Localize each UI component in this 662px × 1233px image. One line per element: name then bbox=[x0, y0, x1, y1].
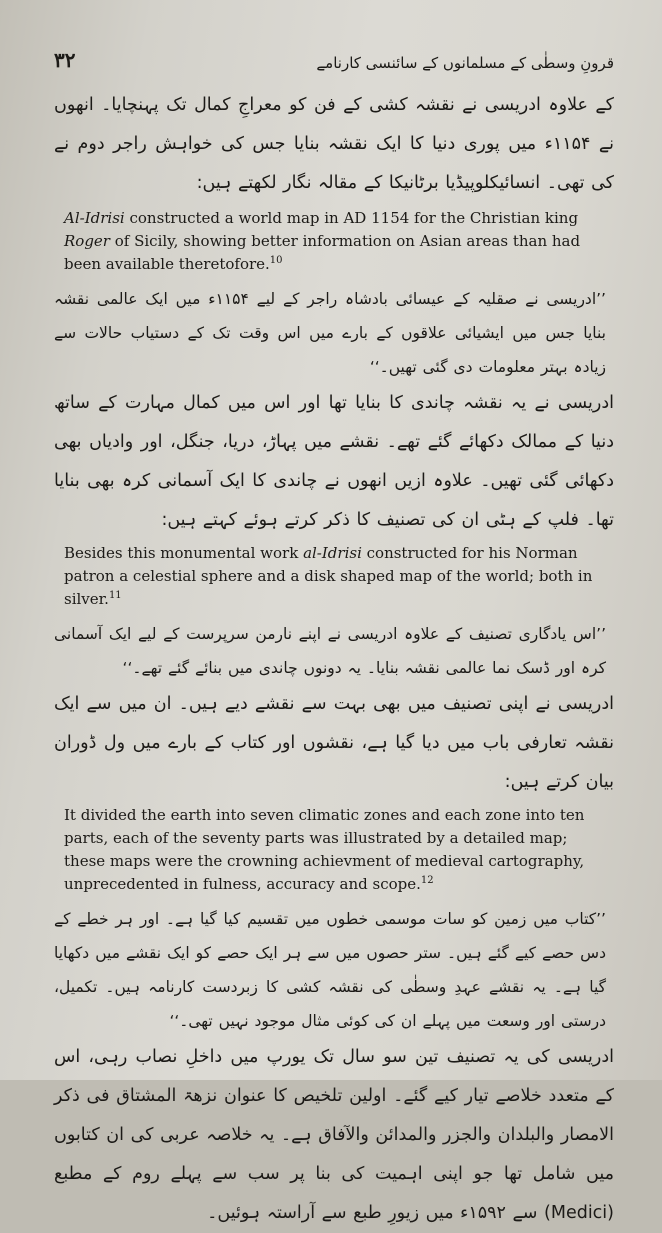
quote-durant bbox=[64, 804, 608, 896]
footnote-ref-10: 10 bbox=[269, 255, 283, 266]
paragraph-1: کے علاوہ ادریسی نے نقشہ کشی کے فن کو معراجِ کمال تک پہنچایا۔ انھوں نے ۱۱۵۴ء میں پوری دنیا کا ایک نقشہ بنایا جس کی خواہش راجر دوم نے کی تھی۔ انسائیکلوپیڈیا برٹانیکا کے مقالہ نگار لکھتے ہیں: bbox=[54, 95, 615, 193]
page-number: ۳۲ bbox=[54, 48, 76, 72]
quote-name-idrisi: al-Idrisi bbox=[303, 544, 362, 562]
translation-1: ’’ادریسی نے صقلیہ کے عیسائی بادشاہ راجر کے لیے ۱۱۵۴ء میں ایک عالمی نقشہ بنایا جس میں ایشیائی علاقوں کے بارے میں اس وقت تک کے دستیاب حالات سے زیادہ بہتر معلومات دی گئی تھیں۔‘‘ bbox=[54, 290, 606, 376]
quote-text-part1: Besides this monumental work bbox=[64, 544, 304, 562]
quote-text: It divided the earth into seven climatic zones and each zone into ten parts, each of the seventy parts was illustrated by a detailed map; these maps were the crowning achievment of medieval cartography, unprecedented in fulness, accuracy and scope. bbox=[64, 806, 585, 893]
footnote-ref-12: 12 bbox=[420, 875, 434, 886]
quote-text-part2: of Sicily, showing better information on Asian areas than had been available theretofore. bbox=[64, 232, 581, 273]
translation-3: ’’کتاب میں زمین کو سات موسمی خطوں میں تقسیم کیا گیا ہے۔ اور ہر خطے کے دس حصے کیے گئے ہیں۔ ستر حصوں میں سے ہر ایک حصے کو ایک نقشے میں دکھایا گیا ہے۔ یہ نقشے عہدِ وسطٰی کی نقشہ کشی کا زبردست کارنامہ ہیں۔ تکمیل، درستی اور وسعت میں پہلے ان کی کوئی مثال موجود نہیں تھی۔‘‘ bbox=[54, 910, 606, 1030]
translation-2: ’’اس یادگاری تصنیف کے علاوہ ادریسی نے اپنے نارمن سرپرست کے لیے ایک آسمانی کرہ اور ڈسک نما عالمی نقشہ بنایا۔ یہ دونوں چاندی میں بنائے گئے تھے۔‘‘ bbox=[54, 625, 606, 677]
quote-text-part1: constructed a world map in AD 1154 for the Christian king bbox=[124, 209, 579, 227]
page-header bbox=[54, 28, 614, 72]
running-head: قرونِ وسطٰی کے مسلمانوں کے سائنسی کارنامے bbox=[316, 54, 614, 72]
quote-name-idrisi: Al-Idrisi bbox=[64, 209, 125, 227]
paragraph-3: ادریسی نے اپنی تصنیف میں بھی بہت سے نقشے دیے ہیں۔ ان میں سے ایک نقشہ تعارفی باب میں دیا گیا ہے، نقشوں اور کتاب کے بارے میں ول ڈوران بیان کرتے ہیں: bbox=[54, 694, 614, 792]
quote-hitti bbox=[64, 542, 608, 611]
quote-britannica bbox=[64, 207, 608, 276]
footnote-ref-11: 11 bbox=[108, 590, 122, 601]
quote-text-part2: constructed for his Norman patron a celestial sphere and a disk shaped map of the world; both in silver. bbox=[64, 544, 593, 608]
paragraph-4: ادریسی کی یہ تصنیف تین سو سال تک یورپ میں داخلِ نصاب رہی، اس کے متعدد خلاصے تیار کیے گئے۔ اولین تلخیص کا عنوان نزھۃ المشتاق فی ذکر الامصار والبلدان والجزر والمدائن والآفاق ہے۔ یہ خلاصہ عربی کی ان کتابوں میں شامل تھا جو اپنی اہمیت کی بنا پر سب سے پہلے روم کے مطبع (Medici) سے ۱۵۹۲ء میں زیورِ طبع سے آراستہ ہوئیں۔ bbox=[54, 1047, 614, 1223]
quote-name-roger: Roger bbox=[64, 232, 110, 250]
paragraph-2: ادریسی نے یہ نقشہ چاندی کا بنایا تھا اور اس میں کمال مہارت کے ساتھ دنیا کے ممالک دکھائے گئے تھے۔ نقشے میں پہاڑ، دریا، جنگل، اور وادیاں بھی دکھائی گئی تھیں۔ علاوہ ازیں انھوں نے چاندی کا ایک آسمانی کرہ بھی بنایا تھا۔ فلپ کے ہٹی ان کی تصنیف کا ذکر کرتے ہوئے کہتے ہیں: bbox=[54, 393, 614, 530]
